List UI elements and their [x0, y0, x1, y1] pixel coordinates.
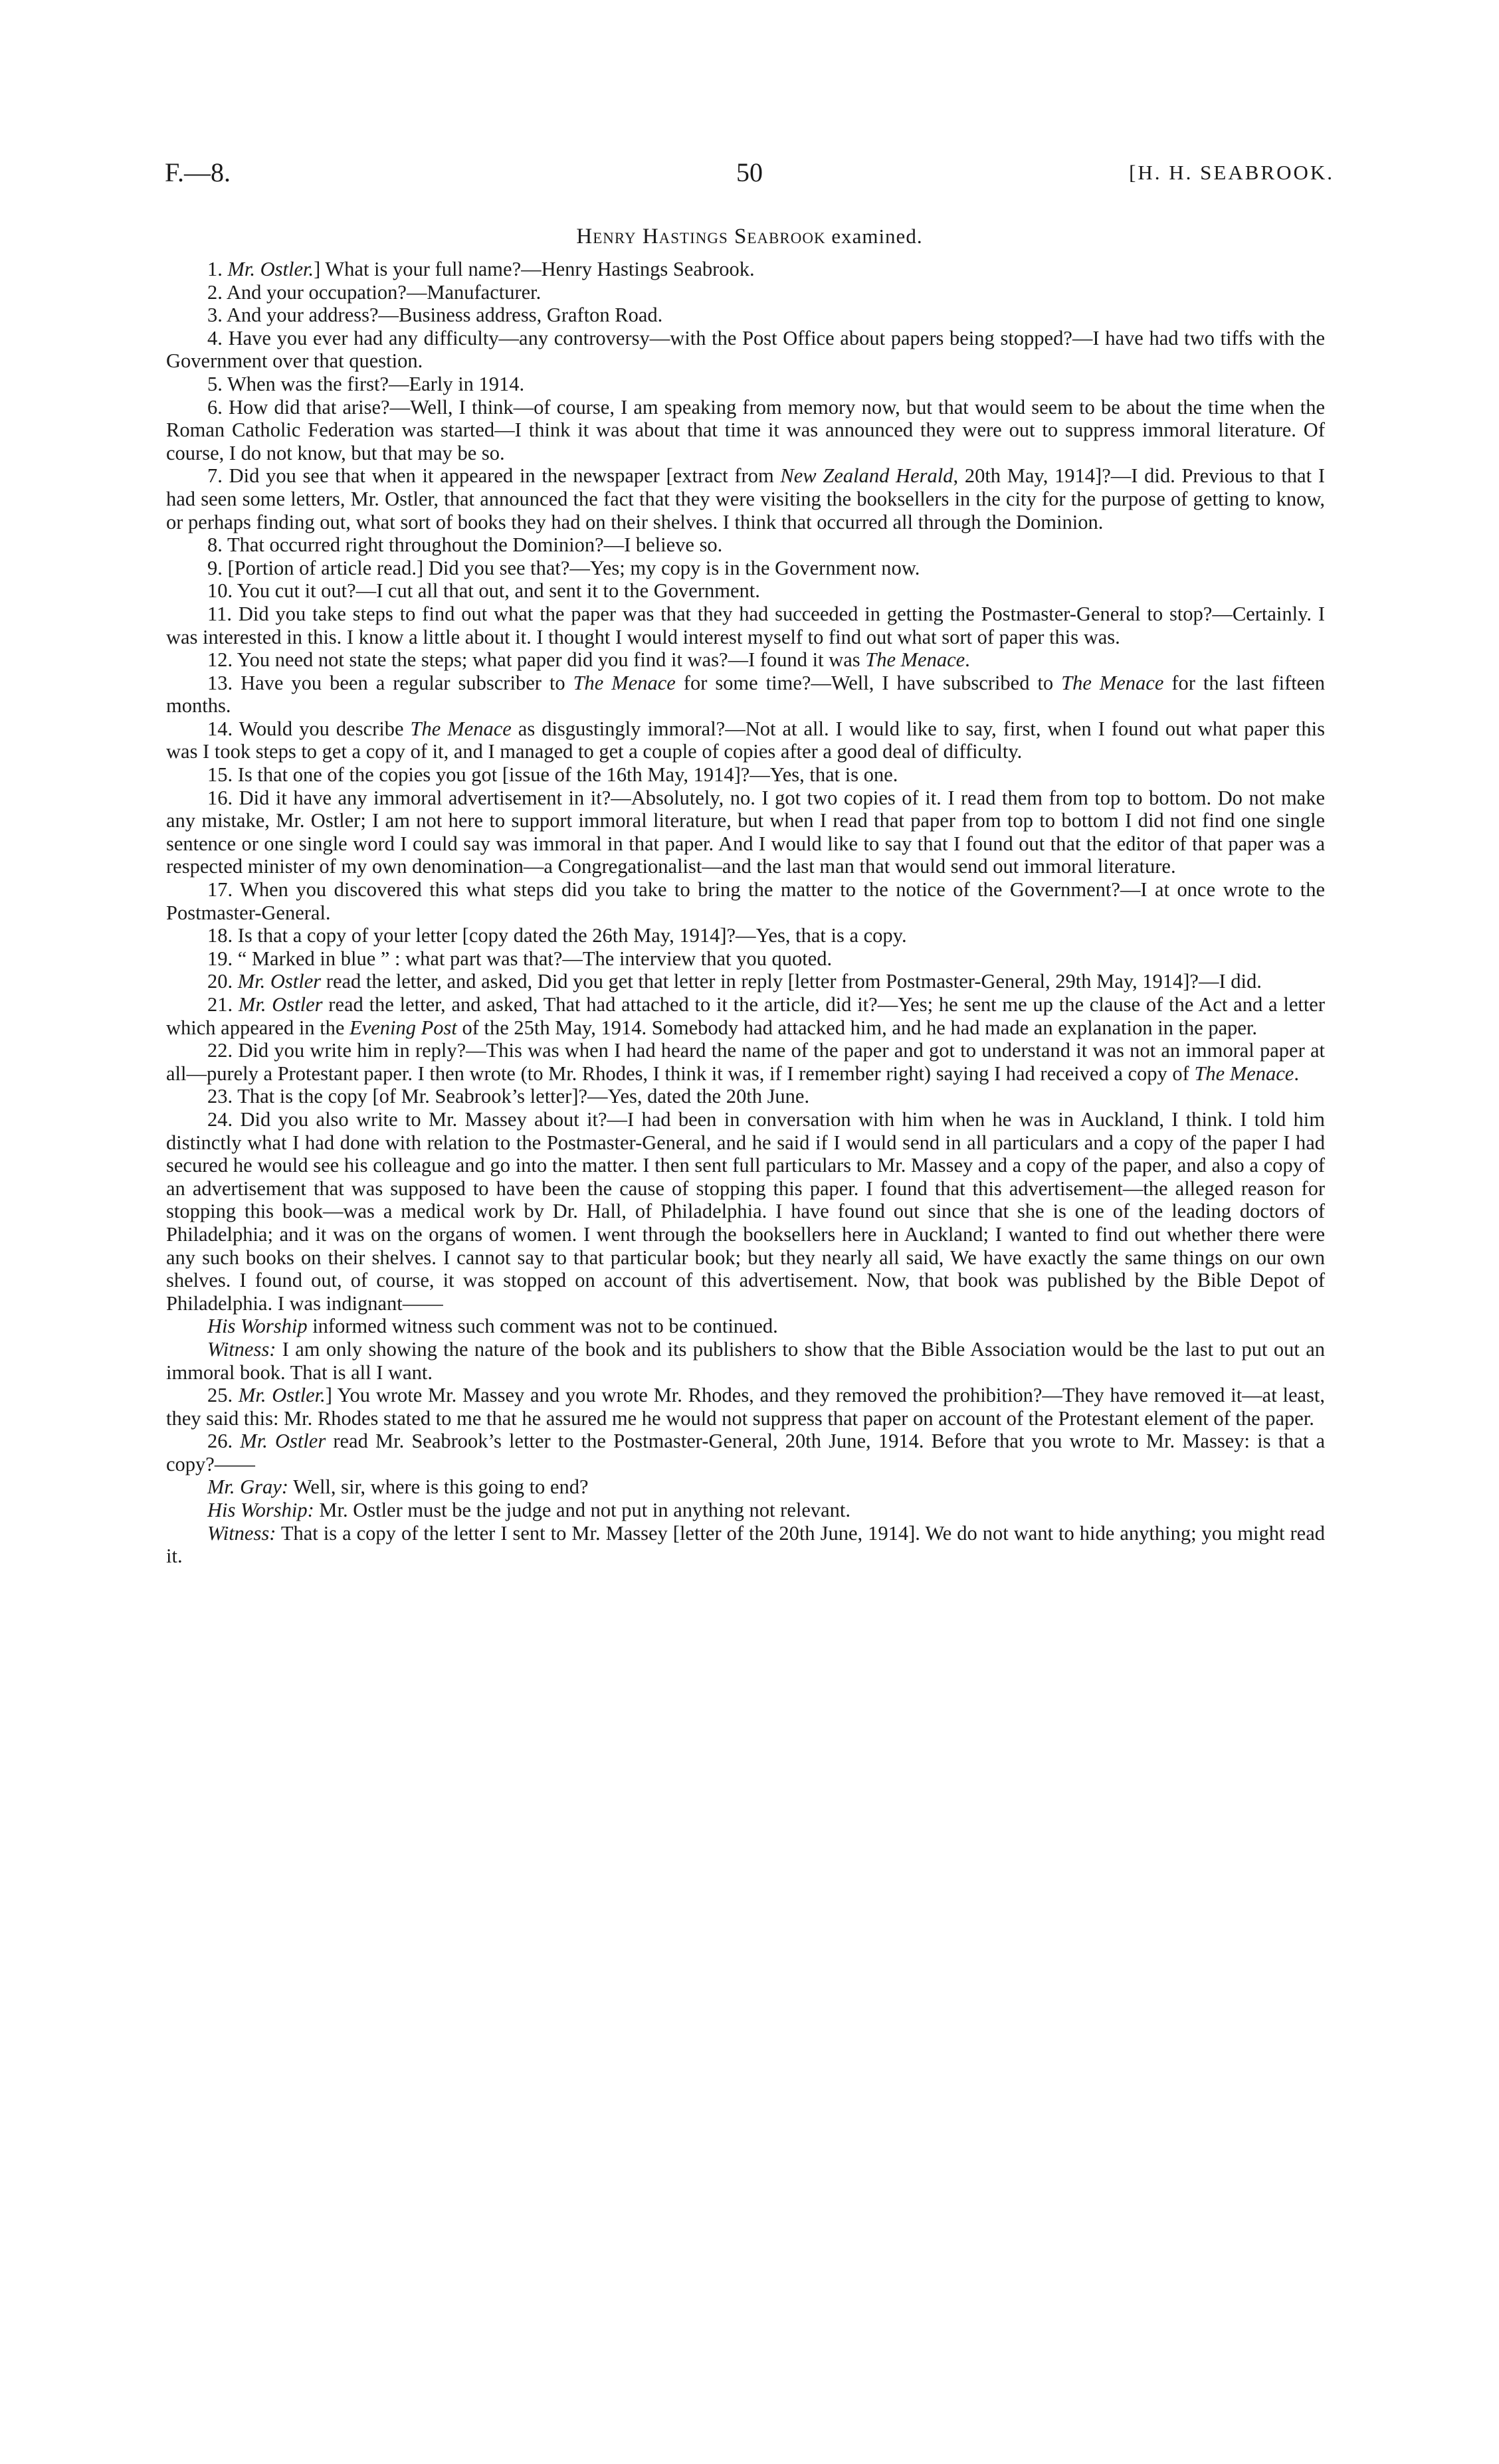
paragraph-text: Did it have any immoral advertisement in it?—Absolutely, no. I got two copies of it. I read them from top to bottom. Do not make any mistake, Mr. Ostler; I am not here to support immoral literature, but when I read that paper from top to bottom I did not find one single sentence or one single word I could say was immoral in that paper. And I would like to say that I found out that the editor of that paper was a respected minister of my own denomination—a Congregationalist—and the last man that would send out immoral literature.: [166, 786, 1325, 878]
transcript-paragraph: [166, 1499, 1325, 1522]
paragraph-text: Is that a copy of your letter [copy dated the 26th May, 1914]?—Yes, that is a copy.: [237, 924, 907, 947]
question-number: 2.: [207, 280, 227, 304]
question-number: 18.: [207, 924, 238, 947]
italic-text: The Menace: [1194, 1062, 1294, 1085]
paragraph-text: of the 25th May, 1914. Somebody had attacked him, and he had made an explanation in the paper.: [456, 1016, 1258, 1039]
paragraph-text: Did you write him in reply?—This was when I had heard the name of the paper and got to understand it was not an immoral paper at all—purely a Protestant paper. I then wrote (to Mr. Rhodes, I think it was, if I remember right) saying I had received a copy of: [166, 1039, 1325, 1085]
italic-text: New Zealand Herald: [780, 464, 953, 488]
question-number: 11.: [207, 602, 239, 625]
transcript-paragraph: [166, 1475, 1325, 1499]
paragraph-text: Would you describe: [239, 717, 411, 740]
paragraph-text: Did you also write to Mr. Massey about it?—I had been in conversation with him when he was in Auckland, I think. I told him distinctly what I had done with relation to the Postmaster-General, and he said if I would send in all particulars and a copy of the paper I had secured he would see his colleague and go into the matter. I then sent full particulars to Mr. Massey and a copy of the paper, and also a copy of an advertisement that was supposed to have been the cause of stopping this paper. I found that this advertisement—the alleged reason for stopping this book—was a medical work by Dr. Hall, of Philadelphia. I have found out since that she is one of the leading doctors of Philadelphia; and it was on the organs of women. I went through the booksellers here in Auckland; I wanted to find out whether there were any such books on their shelves. I cannot say to that particular book; but they nearly all said, We have exactly the same things on our own shelves. I found out, of course, it was stopped on account of this advertisement. Now, that book was published by the Bible Depot of Philadelphia. I was indignant——: [166, 1107, 1325, 1315]
paragraph-text: .: [1294, 1062, 1299, 1085]
question-number: 9.: [207, 556, 228, 579]
question-number: 8.: [207, 533, 227, 557]
transcript-body: [166, 258, 1325, 1568]
question-number: 12.: [207, 648, 237, 672]
section-title: [0, 225, 1499, 249]
transcript-paragraph: [166, 579, 1325, 603]
paragraph-text: You need not state the steps; what paper did you find it was?—I found it was: [237, 648, 866, 672]
question-number: 1.: [207, 258, 228, 280]
paragraph-text: When you discovered this what steps did you take to bring the matter to the notice of the Government?—I at once wrote to the Postmaster-General.: [166, 878, 1325, 924]
italic-text: Witness:: [207, 1337, 276, 1361]
paragraph-text: Is that one of the copies you got [issue of the 16th May, 1914]?—Yes, that is one.: [237, 763, 898, 787]
title-suffix: examined.: [831, 225, 923, 248]
italic-text: Mr. Gray:: [207, 1475, 288, 1499]
paragraph-text: That is the copy [of Mr. Seabrook’s letter]?—Yes, dated the 20th June.: [237, 1085, 810, 1108]
paragraph-text: Have you ever had any difficulty—any controversy—with the Post Office about papers being stopped?—I have had two tiffs with the Government over that question.: [166, 326, 1326, 373]
transcript-paragraph: [166, 373, 1325, 396]
transcript-paragraph: [166, 924, 1325, 947]
question-number: 6.: [207, 395, 229, 419]
question-number: 13.: [207, 671, 241, 694]
transcript-paragraph: [166, 1338, 1325, 1384]
transcript-paragraph: [166, 1522, 1325, 1568]
transcript-paragraph: [166, 787, 1325, 878]
transcript-paragraph: [166, 1315, 1325, 1338]
paragraph-text: You cut it out?—I cut all that out, and sent it to the Government.: [237, 579, 760, 603]
transcript-paragraph: [166, 533, 1325, 557]
question-number: 3.: [207, 304, 227, 327]
transcript-paragraph: [166, 304, 1325, 327]
paragraph-text: read Mr. Seabrook’s letter to the Postmaster-General, 20th June, 1914. Before that you wrote to Mr. Massey: is that a copy?——: [166, 1430, 1325, 1475]
italic-text: The Menace: [1061, 671, 1164, 694]
italic-text: The Menace: [410, 717, 512, 740]
paragraph-text: Have you been a regular subscriber to: [241, 671, 573, 694]
italic-text: Mr. Ostler.: [238, 1384, 326, 1407]
paragraph-text: How did that arise?—Well, I think—of course, I am speaking from memory now, but that would seem to be about the time when the Roman Catholic Federation was started—I think it was about that time it was announced they were out to suppress immoral literature. Of course, I do not know, but that may be so.: [166, 395, 1326, 464]
paper-reference: F.—8.: [165, 157, 231, 187]
running-head: [H. H. SEABROOK.: [1129, 161, 1334, 184]
paragraph-text: And your address?—Business address, Grafton Road.: [226, 304, 663, 327]
paragraph-text: for some time?—Well, I have subscribed to: [675, 671, 1062, 694]
paragraph-text: Well, sir, where is this going to end?: [288, 1475, 589, 1499]
transcript-paragraph: [166, 970, 1325, 993]
italic-text: His Worship: [207, 1315, 308, 1338]
paragraph-text: read the letter, and asked, Did you get that letter in reply [letter from Postmaster-General, 29th May, 1914]?—I did.: [321, 970, 1262, 993]
transcript-paragraph: [166, 993, 1325, 1039]
italic-text: The Menace: [573, 671, 676, 694]
paragraph-text: ] You wrote Mr. Massey and you wrote Mr. Rhodes, and they removed the prohibition?—They have removed it—at least, they said this: Mr. Rhodes stated to me that he assured me he would not suppress that paper on account of the Protestant element of the paper.: [166, 1384, 1325, 1430]
question-number: 15.: [207, 763, 238, 787]
italic-text: Evening Post: [350, 1016, 457, 1039]
question-number: 20.: [207, 970, 238, 993]
transcript-paragraph: [166, 464, 1325, 533]
transcript-paragraph: [166, 1085, 1325, 1108]
paragraph-text: And your occupation?—Manufacturer.: [226, 280, 542, 304]
transcript-paragraph: [166, 327, 1325, 373]
italic-text: Mr. Ostler: [237, 970, 322, 993]
question-number: 17.: [207, 878, 241, 901]
transcript-paragraph: [166, 1430, 1325, 1475]
question-number: 16.: [207, 786, 239, 809]
paragraph-text: read the letter, and asked, That had attached to it the article, did it?—Yes; he sent me up the clause of the Act and a letter which appeared in the: [166, 993, 1325, 1039]
transcript-paragraph: [166, 648, 1325, 672]
transcript-paragraph: [166, 1384, 1325, 1430]
transcript-paragraph: [166, 672, 1325, 717]
italic-text: His Worship:: [207, 1499, 314, 1522]
question-number: 7.: [207, 464, 229, 488]
paragraph-text: ] What is your full name?—Henry Hastings Seabrook.: [314, 258, 755, 280]
question-number: 4.: [207, 326, 229, 349]
italic-text: Mr. Ostler: [240, 1430, 326, 1453]
question-number: 24.: [207, 1107, 241, 1131]
question-number: 26.: [207, 1430, 241, 1453]
paragraph-text: When was the first?—Early in 1914.: [227, 372, 525, 395]
transcript-paragraph: [166, 717, 1325, 763]
paragraph-text: Did you take steps to find out what the paper was that they had succeeded in getting the Postmaster-General to stop?—Certainly. I was interested in this. I know a little about it. I thought I would interest myself to find out what sort of paper this was.: [166, 602, 1325, 648]
paragraph-text: That occurred right throughout the Dominion?—I believe so.: [227, 533, 723, 557]
paragraph-text: Did you see that when it appeared in the newspaper [extract from: [229, 464, 781, 488]
transcript-paragraph: [166, 1108, 1325, 1315]
italic-text: The Menace: [865, 648, 965, 672]
italic-text: Mr. Ostler: [238, 993, 323, 1016]
paragraph-text: Mr. Ostler must be the judge and not put in anything not relevant.: [314, 1499, 851, 1522]
paragraph-text: “ Marked in blue ” : what part was that?—The interview that you quoted.: [237, 947, 833, 970]
transcript-paragraph: [166, 947, 1325, 971]
page-header: [165, 157, 1334, 197]
question-number: 21.: [207, 993, 239, 1016]
paragraph-text: .: [965, 648, 970, 672]
question-number: 5.: [207, 372, 227, 395]
transcript-paragraph: [166, 396, 1325, 465]
question-number: 23.: [207, 1085, 238, 1108]
question-number: 25.: [207, 1384, 239, 1407]
question-number: 14.: [207, 717, 239, 740]
question-number: 22.: [207, 1039, 239, 1062]
paragraph-text: informed witness such comment was not to be continued.: [307, 1315, 778, 1338]
paragraph-text: [Portion of article read.] Did you see that?—Yes; my copy is in the Government now.: [227, 556, 920, 579]
question-number: 19.: [207, 947, 238, 970]
transcript-paragraph: [166, 258, 1325, 281]
paragraph-text: , 20th May, 1914]?—I did. Previous to that I had seen some letters, Mr. Ostler, that announced the fact that they were visiting the booksellers in the city for the purpose of getting to know, or perhaps finding out, what sort of books they had on their shelves. I think that occurred all through the Dominion.: [166, 464, 1326, 533]
transcript-paragraph: [166, 763, 1325, 787]
transcript-paragraph: [166, 281, 1325, 304]
question-number: 10.: [207, 579, 237, 603]
paragraph-text: for the last fifteen months.: [166, 671, 1326, 717]
paragraph-text: as disgustingly immoral?—Not at all. I would like to say, first, when I found out what paper this was I took steps to get a copy of it, and I managed to get a couple of copies after a good deal of difficulty.: [166, 717, 1325, 763]
transcript-paragraph: [166, 557, 1325, 580]
italic-text: Witness:: [207, 1521, 276, 1545]
transcript-paragraph: [166, 878, 1325, 924]
page-number: 50: [736, 157, 763, 187]
transcript-paragraph: [166, 1039, 1325, 1085]
transcript-paragraph: [166, 603, 1325, 648]
witness-name: Henry Hastings Seabrook: [576, 225, 826, 248]
paragraph-text: That is a copy of the letter I sent to Mr. Massey [letter of the 20th June, 1914]. We do not want to hide anything; you might read it.: [166, 1521, 1325, 1568]
paragraph-text: I am only showing the nature of the book and its publishers to show that the Bible Association would be the last to put out an immoral book. That is all I want.: [166, 1337, 1325, 1384]
italic-text: Mr. Ostler.: [227, 258, 314, 280]
